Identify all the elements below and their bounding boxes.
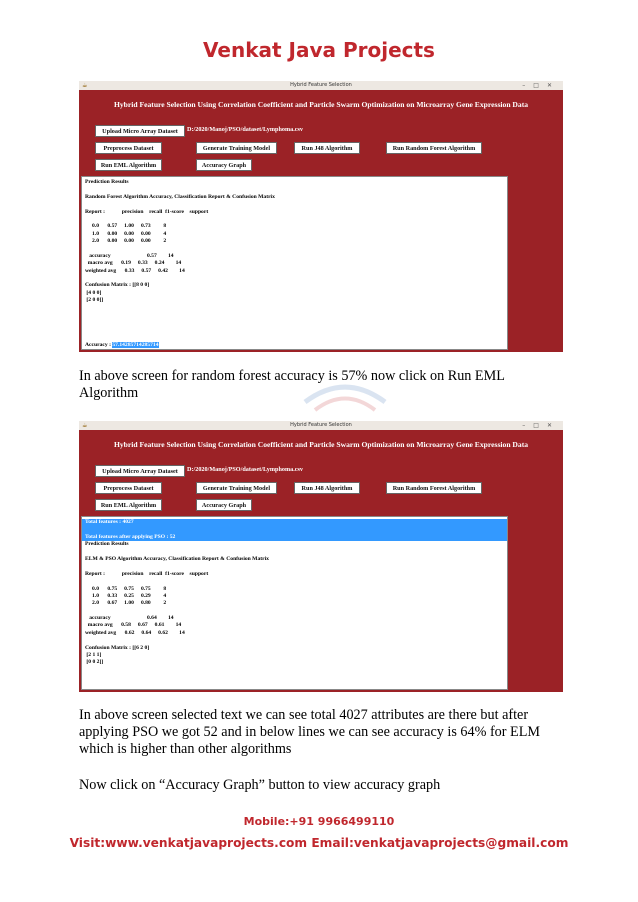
output-line: [85, 608, 504, 615]
accuracy-value-selected: 57.14285714285714: [112, 341, 159, 348]
window-titlebar: [79, 421, 563, 430]
window-titlebar: [79, 81, 563, 90]
paragraph-3: Now click on “Accuracy Graph” button to view accuracy graph: [79, 777, 441, 793]
page-title: Venkat Java Projects: [203, 38, 435, 62]
preprocess-button[interactable]: Preprocess Dataset: [95, 142, 162, 154]
output-line: [2 0 0]]: [85, 297, 104, 304]
output-line: Total features after applying PSO : 52: [85, 533, 176, 540]
java-app-icon: ☕: [82, 422, 88, 429]
window-title: Hybrid Feature Selection: [290, 422, 352, 428]
output-line: Random Forest Algorithm Accuracy, Classification Report & Confusion Matrix: [85, 193, 275, 200]
output-line: Prediction Results: [85, 541, 129, 548]
preprocess-button[interactable]: Preprocess Dataset: [95, 482, 162, 494]
footer-mobile: Mobile:+91 9966499110: [243, 815, 395, 828]
run-j48-button[interactable]: Run J48 Algorithm: [294, 482, 360, 494]
run-j48-button[interactable]: Run J48 Algorithm: [294, 142, 360, 154]
output-line: [85, 275, 504, 282]
output-line: [85, 549, 504, 556]
accuracy-graph-button[interactable]: Accuracy Graph: [196, 499, 252, 511]
output-line: 2.0 0.67 1.00 0.80 2: [85, 600, 167, 607]
output-line: [0 0 2]]: [85, 659, 104, 666]
upload-dataset-button[interactable]: Upload Micro Array Dataset: [95, 465, 185, 477]
output-line: Prediction Results: [85, 179, 129, 185]
accuracy-line: Accuracy : 57.14285714285714: [85, 341, 159, 348]
output-line: [85, 186, 504, 193]
accuracy-graph-button[interactable]: Accuracy Graph: [196, 159, 252, 171]
output-line: weighted avg 0.33 0.57 0.42 14: [85, 267, 185, 274]
results-textarea[interactable]: [81, 176, 508, 350]
output-line: Report : precision recall f1-score support: [85, 208, 209, 215]
footer-contact: Visit:www.venkatjavaprojects.com Email:venkatjavaprojects@gmail.com: [69, 836, 569, 850]
output-line: 1.0 0.00 0.00 0.00 4: [85, 230, 167, 237]
output-line: macro avg 0.58 0.67 0.61 14: [85, 622, 182, 629]
output-line: [2 1 1]: [85, 652, 102, 659]
paragraph-2: In above screen selected text we can see total 4027 attributes are there but after applying PSO we got 52 and in below lines we can see accuracy is 64% for ELM which is higher than other algorithms: [79, 707, 540, 757]
output-line: [85, 246, 504, 253]
selected-feature-counts: [82, 519, 507, 541]
output-line: accuracy 0.57 14: [85, 252, 174, 259]
app-heading: Hybrid Feature Selection Using Correlation Coefficient and Particle Swarm Optimization on Microarray Gene Expression Data: [113, 440, 529, 449]
output-line: ELM & PSO Algorithm Accuracy, Classification Report & Confusion Matrix: [85, 555, 269, 562]
results-output: [85, 541, 504, 667]
run-random-forest-button[interactable]: Run Random Forest Algorithm: [386, 482, 482, 494]
window-title: Hybrid Feature Selection: [290, 82, 352, 88]
generate-model-button[interactable]: Generate Training Model: [196, 482, 277, 494]
app-heading: Hybrid Feature Selection Using Correlation Coefficient and Particle Swarm Optimization on Microarray Gene Expression Data: [113, 100, 529, 109]
output-line: weighted avg 0.62 0.64 0.62 14: [85, 629, 185, 636]
output-line: 0.0 0.75 0.75 0.75 8: [85, 585, 167, 592]
results-textarea[interactable]: [81, 516, 508, 690]
output-line: 2.0 0.00 0.00 0.00 2: [85, 238, 167, 245]
run-random-forest-button[interactable]: Run Random Forest Algorithm: [386, 142, 482, 154]
dataset-path: D:/2020/Manoj/PSO/dataset/Lymphoma.csv: [187, 466, 304, 473]
app-window-random-forest: [79, 81, 563, 352]
java-app-icon: ☕: [82, 82, 88, 89]
generate-model-button[interactable]: Generate Training Model: [196, 142, 277, 154]
output-line: 0.0 0.57 1.00 0.73 8: [85, 223, 167, 230]
app-window-elm: [79, 421, 563, 692]
output-line: [85, 637, 504, 644]
output-line: accuracy 0.64 14: [85, 615, 174, 622]
output-line: [85, 578, 504, 585]
paragraph-1: In above screen for random forest accuracy is 57% now click on Run EML Algorithm: [79, 368, 505, 401]
output-line: Report : precision recall f1-score support: [85, 570, 209, 577]
output-line: [85, 216, 504, 223]
run-eml-button[interactable]: Run EML Algorithm: [95, 499, 162, 511]
run-eml-button[interactable]: Run EML Algorithm: [95, 159, 162, 171]
output-line: Confusion Matrix : [[8 0 0]: [85, 282, 150, 289]
output-line: Confusion Matrix : [[6 2 0]: [85, 644, 150, 651]
output-line: [85, 201, 504, 208]
output-line: Total features : 4027: [85, 519, 134, 525]
output-line: macro avg 0.19 0.33 0.24 14: [85, 260, 182, 267]
output-line: [4 0 0]: [85, 289, 102, 296]
dataset-path: D:/2020/Manoj/PSO/dataset/Lymphoma.csv: [187, 126, 304, 133]
output-line: [85, 563, 504, 570]
upload-dataset-button[interactable]: Upload Micro Array Dataset: [95, 125, 185, 137]
output-line: 1.0 0.33 0.25 0.29 4: [85, 592, 167, 599]
window-controls[interactable]: –□✕: [522, 422, 560, 429]
output-line: [85, 526, 504, 533]
results-output: [85, 179, 504, 305]
window-controls[interactable]: –□✕: [522, 82, 560, 89]
